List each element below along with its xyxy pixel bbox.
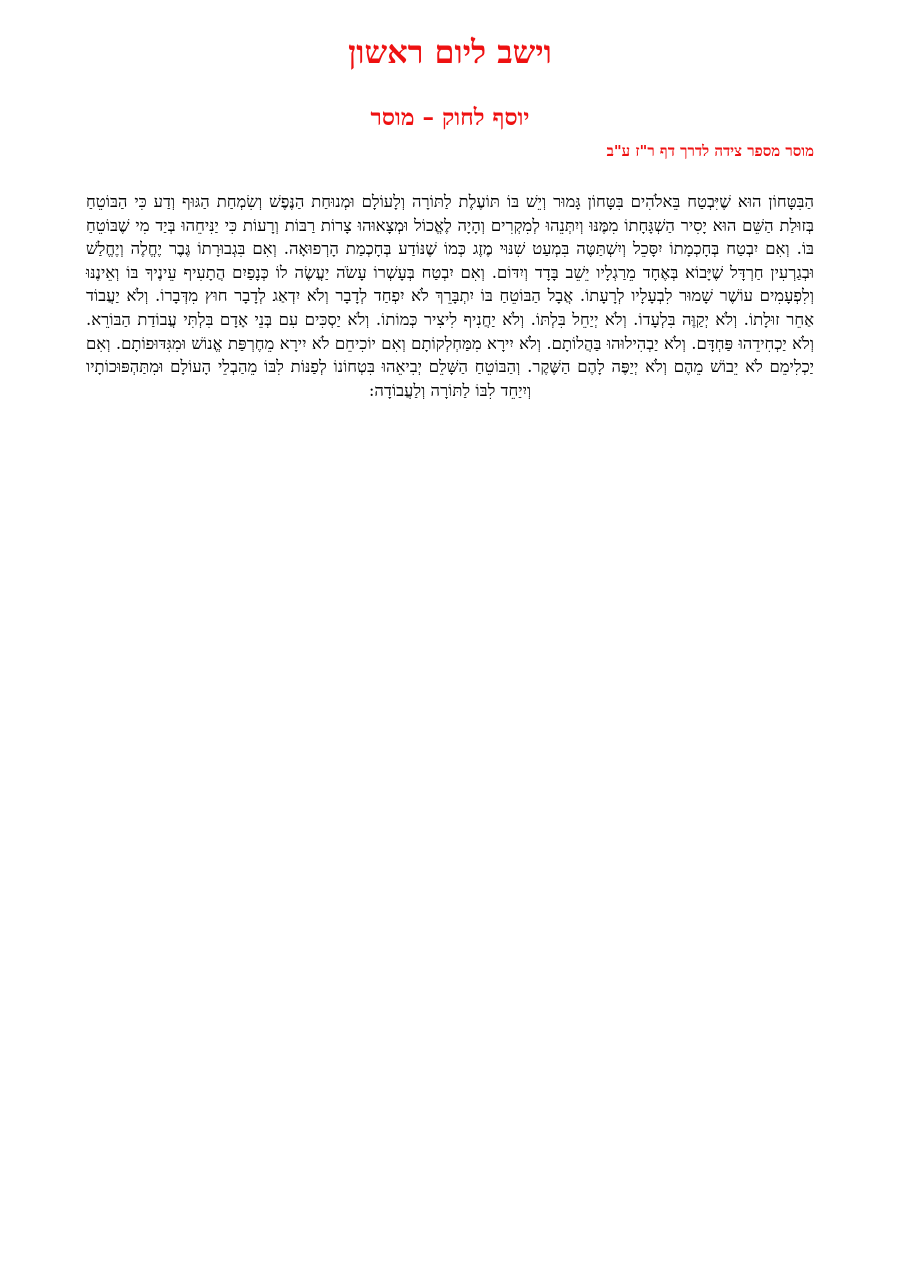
document-title: וישב ליום ראשון: [348, 33, 552, 71]
document-subtitle: יוסף לחוק – מוסר: [370, 104, 530, 131]
body-paragraph: הַבִּטָּחוֹן הוּא שֶׁיִּבְטַח בֵּאלֹהִים בִּטָּחוֹן גָּמוּר וְיֵשׁ בּוֹ תּוֹעֶלֶת לַתּוֹרָה וְלָעוֹלָם וּמְנוּחַת הַנֶּפֶשׁ וְשִׂמְחַת הַגּוּף וְדַע כִּי הַבּוֹטֵחַ בְּזוּלַת הַשֵּׁם הוּא יָסִיר הַשְׁגָּחָתוֹ מִמֶּנּוּ וְיִתְּנֵהוּ לְמִקְרִים וְהָיָה לֶאֱכוֹל וּמְצָאוּהוּ צָרוֹת רַבּוֹת וְרָעוֹת כִּי יַנִּיחֵהוּ בְּיַד מִי שֶׁבּוֹטֵחַ בּוֹ. וְאִם יִבְטַח בְּחָכְמָתוֹ יִסָּכֵל וְיִשְׁתַּטֶּה בִּמְעַט שִׁנּוּי מֶזֶג כְּמוֹ שֶׁנּוֹדַע בְּחָכְמַת הָרְפוּאָה. וְאִם בִּגְבוּרָתוֹ גֶּבֶר יֶחֱלֶה וְיֶחֱלַשׁ וּבְגַרְעִין חַרְדָּל שֶׁיָּבוֹא בְּאֶחָד מֵרַגְלָיו יֵשֵׁב בָּדָד וְיִדּוֹם. וְאִם יִבְטַח בְּעָשְׁרוֹ עָשֹׂה יַעֲשֶׂה לוֹ כְּנָפַיִם הֲתָעִיף עֵינֶיךָ בּוֹ וְאֵינֶנּוּ וְלִפְעָמִים עוֹשֶׁר שָׁמוּר לִבְעָלָיו לְרָעָתוֹ. אֲבָל הַבּוֹטֵחַ בּוֹ יִתְבָּרֵךְ לֹא יִפְחַד לְדָבָר וְלֹא יִדְאַג לְדָבָר חוּץ מִדְּבָרוֹ. וְלֹא יַעֲבוֹד אַחֵר זוּלָתוֹ. וְלֹא יְקַוֶּה בִּלְעָדוֹ. וְלֹא יְיַחֵל בִּלְתּוֹ. וְלֹא יַחֲנִיף לִיצִיר כְּמוֹתוֹ. וְלֹא יַסְכִּים עִם בְּנֵי אָדָם בִּלְתִּי עֲבוֹדַת הַבּוֹרֵא. וְלֹא יַכְחִידֵהוּ פַּחְדָּם. וְלֹא יַבְהִילוּהוּ בַּהֲלוֹתָם. וְלֹא יִירָא מִמַּחְלְקוֹתָם וְאִם יוֹכִיחֵם לֹא יִירָא מֵחֶרְפַּת אֱנוֹשׁ וּמִגִּדּוּפוֹתָם. וְאִם יַכְלִימֵם לֹא יֵבוֹשׁ מֵהֶם וְלֹא יְיַפֶּה לָהֶם הַשֶּׁקֶר. וְהַבּוֹטֵחַ הַשָּׁלֵם יְבִיאֵהוּ בִּטְחוֹנוֹ לְפַנּוֹת לִבּוֹ מֵהַבְלֵי הָעוֹלָם וּמִתַּהְפּוּכוֹתָיו וְיִיַחֵד לִבּוֹ לַתּוֹרָה וְלַעֲבוֹדָה:: [86, 192, 814, 400]
source-reference: מוסר מספר צידה לדרך דף ר"ז ע"ב: [606, 142, 814, 160]
